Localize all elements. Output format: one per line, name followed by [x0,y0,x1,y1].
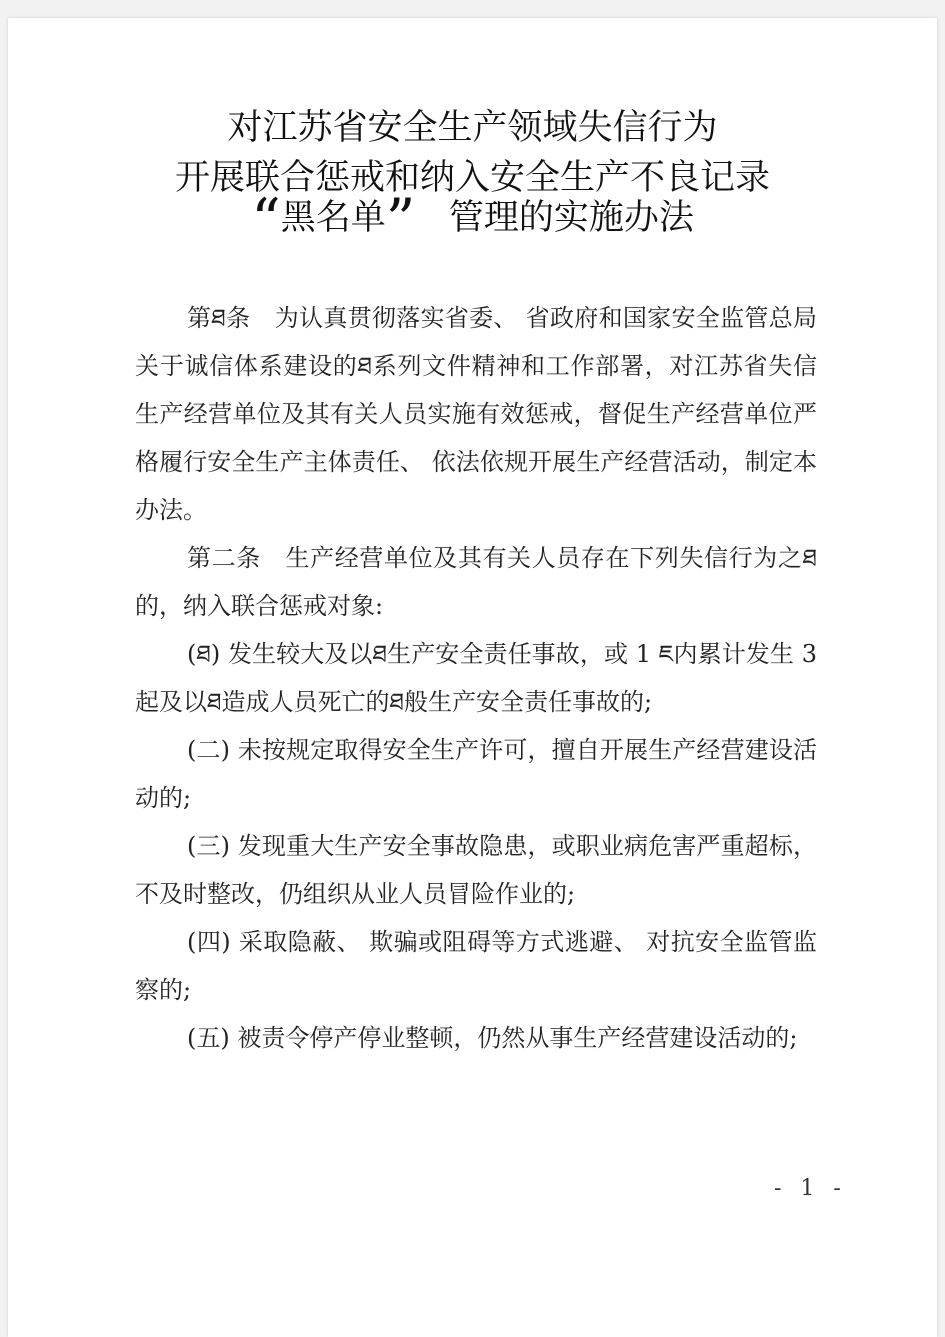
blacklist-term: 黑名单 [280,198,386,238]
title-line-1: 对江苏省安全生产领域失信行为 [227,108,718,148]
item-5: (五) 被责令停产停业整顿，仍然从事生产经营建设活动的; [187,1024,798,1052]
title-line-2: 开展联合惩戒和纳入安全生产不良记录 [174,158,770,198]
title-line-3 [0,185,945,254]
close-quote: ” [385,185,416,254]
document-body [135,294,817,1062]
article-2: 第二条 生产经营单位及其有关人员存在下列失信行为之ཐ的，纳入联合惩戒对象: [135,544,817,620]
page-number: - 1 - [774,1176,847,1201]
item-4: (四) 采取隐蔽、 欺骗或阻碍等方式逃避、 对抗安全监管监察的; [135,928,817,1004]
open-quote: “ [251,185,281,254]
item-2: (二) 未按规定取得安全生产许可，擅自开展生产经营建设活动的; [135,736,817,812]
title-line-3-rest: 管理的实施办法 [448,198,694,238]
item-3: (三) 发现重大生产安全事故隐患，或职业病危害严重超标，不及时整改，仍组织从业人员冒险作业的; [135,832,817,908]
article-1: 第ཐ条 为认真贯彻落实省委、 省政府和国家安全监管总局关于诚信体系建设的ཐ系列文件精神和工作部署，对江苏省失信生产经营单位及其有关人员实施有效惩戒，督促生产经营单位严格履行安全生产主体责任、 依法依规开展生产经营活动，制定本办法。 [135,304,817,524]
item-1: (ཐ) 发生较大及以ཐ生产安全责任事故，或 1 ཇ内累计发生 3 起及以ཐ造成人员死亡的ཐ般生产安全责任事故的; [135,640,817,716]
